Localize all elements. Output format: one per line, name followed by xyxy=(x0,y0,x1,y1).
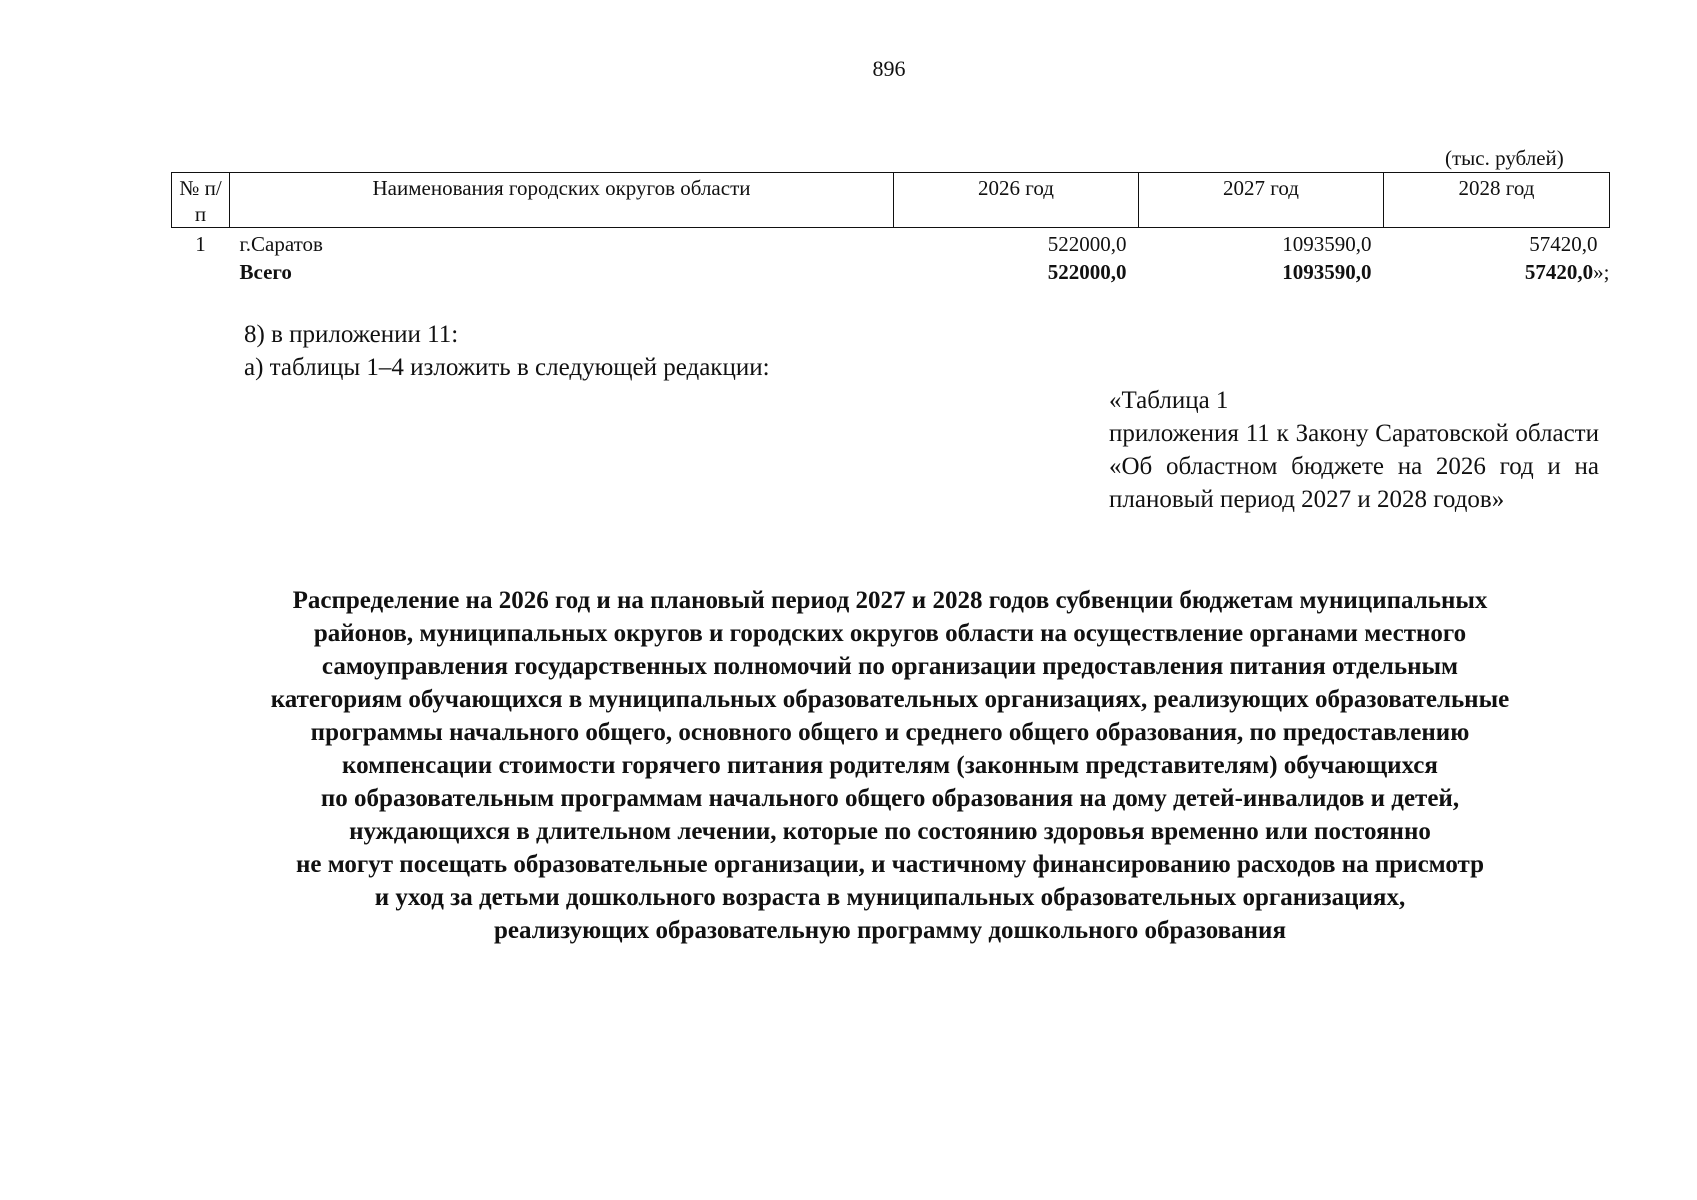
total-2028: 57420,0 xyxy=(1524,260,1594,284)
allocation-table xyxy=(171,172,1610,286)
heading-line: не могут посещать образовательные организации, и частичному финансированию расходов на присмотр xyxy=(295,851,1485,878)
amendment-items xyxy=(244,318,770,384)
row-name: г.Саратов xyxy=(239,232,323,256)
item-8a: а) таблицы 1–4 изложить в следующей редакции: xyxy=(244,354,770,381)
table-heading xyxy=(160,584,1620,947)
item-8: 8) в приложении 11: xyxy=(244,321,459,348)
table-header-row xyxy=(172,173,1610,228)
heading-line: категориям обучающихся в муниципальных образовательных организациях, реализующих образовательные xyxy=(270,686,1510,713)
header-num: № п/п xyxy=(172,173,230,228)
heading-line: Распределение на 2026 год и на плановый период 2027 и 2028 годов субвенции бюджетам муниципальных xyxy=(292,587,1488,614)
total-num xyxy=(172,258,230,286)
units-note: (тыс. рублей) xyxy=(1445,146,1564,170)
heading-line: районов, муниципальных округов и городских округов области на осуществление органами местного xyxy=(313,620,1467,647)
heading-line: компенсации стоимости горячего питания родителям (законным представителям) обучающихся xyxy=(342,752,1438,779)
header-2026: 2026 год xyxy=(894,173,1139,228)
header-2027: 2027 год xyxy=(1139,173,1384,228)
row-num: 1 xyxy=(195,232,206,256)
total-label: Всего xyxy=(239,260,292,284)
header-name: Наименования городских округов области xyxy=(230,173,894,228)
caption-reference: приложения 11 к Закону Саратовской области «Об областном бюджете на 2026 год и на плановый период 2027 и 2028 годов» xyxy=(1109,420,1599,513)
total-2026: 522000,0 xyxy=(1047,260,1127,284)
heading-line: реализующих образовательную программу дошкольного образования xyxy=(494,917,1286,944)
total-row xyxy=(172,258,1610,286)
page-number: 896 xyxy=(872,56,906,81)
row-2028: 57420,0 xyxy=(1529,232,1598,256)
heading-line: нуждающихся в длительном лечении, которые по состоянию здоровья временно или постоянно xyxy=(349,818,1431,845)
header-2028: 2028 год xyxy=(1384,173,1610,228)
heading-line: программы начального общего, основного общего и среднего общего образования, по предоставлению xyxy=(310,719,1470,746)
total-2028-cell xyxy=(1384,258,1610,286)
closing-quote-mark: »; xyxy=(1593,260,1610,284)
row-2027: 1093590,0 xyxy=(1282,232,1372,256)
table-caption xyxy=(1109,384,1599,516)
heading-line: по образовательным программам начального общего образования на дому детей-инвалидов и детей, xyxy=(320,785,1460,812)
table-row xyxy=(172,228,1610,259)
heading-line: и уход за детьми дошкольного возраста в муниципальных образовательных организациях, xyxy=(374,884,1406,911)
caption-table-number: «Таблица 1 xyxy=(1109,387,1229,414)
total-2027: 1093590,0 xyxy=(1282,260,1372,284)
row-2026: 522000,0 xyxy=(1047,232,1127,256)
heading-line: самоуправления государственных полномочий по организации предоставления питания отдельным xyxy=(321,653,1459,680)
